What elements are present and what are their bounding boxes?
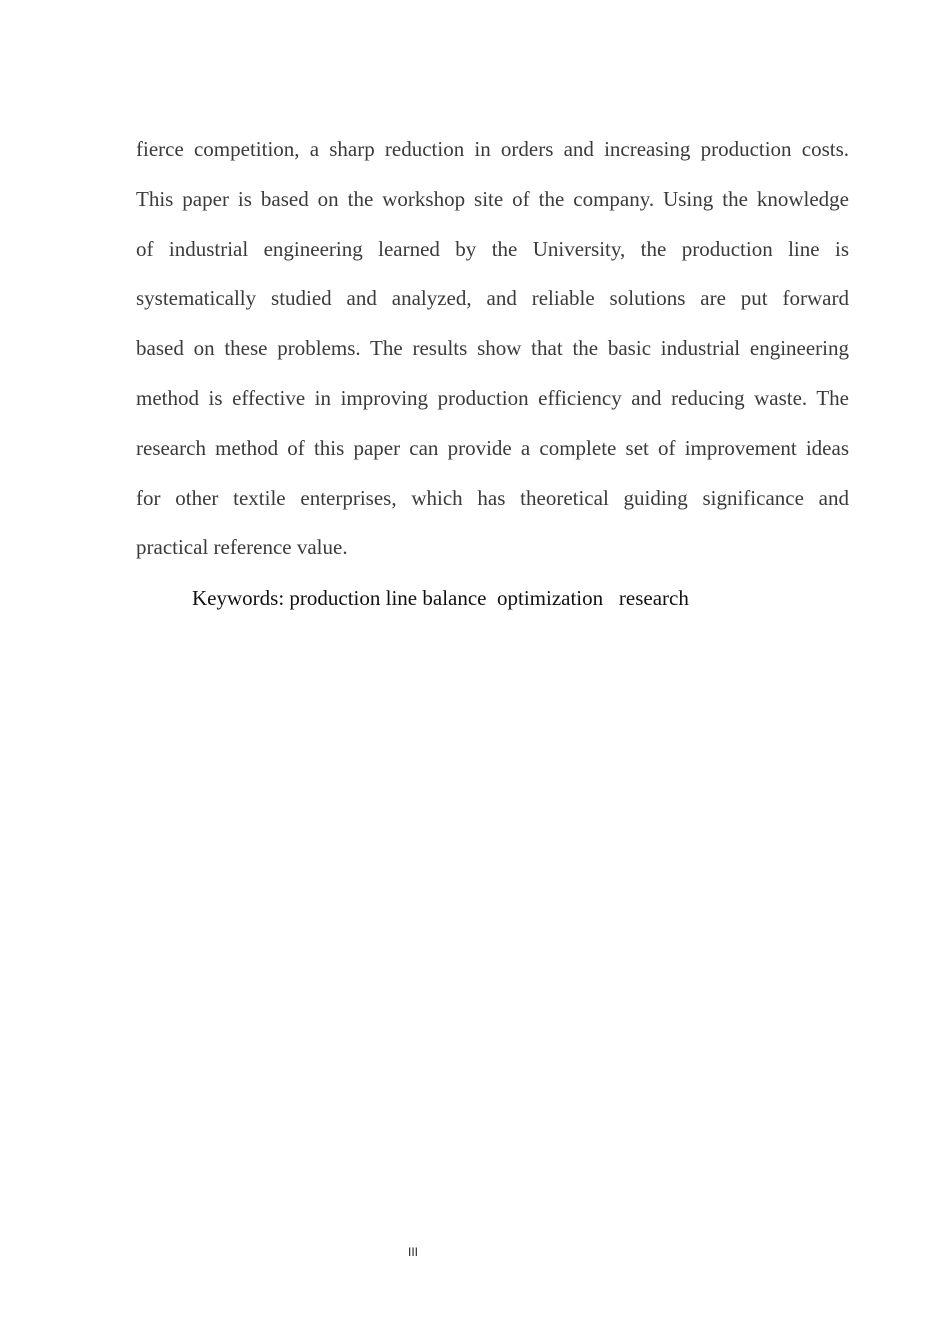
paragraph-line: fierce competition, a sharp reduction in orders and increasing production costs. xyxy=(136,137,849,161)
page-number: III xyxy=(407,1245,418,1259)
paragraph-line: of industrial engineering learned by the University, the production line is xyxy=(136,236,849,261)
paragraph-line: systematically studied and analyzed, and reliable solutions are put forward xyxy=(136,286,849,311)
paragraph-line: research method of this paper can provide a complete set of improvement ideas xyxy=(136,435,849,460)
paragraph-line: method is effective in improving production efficiency and reducing waste. The xyxy=(136,385,849,410)
paragraph-line: practical reference value. xyxy=(136,535,348,560)
paragraph-line: for other textile enterprises, which has theoretical guiding significance and xyxy=(136,485,849,510)
paragraph-line: This paper is based on the workshop site of the company. Using the knowledge xyxy=(136,186,849,211)
paragraph-line: based on these problems. The results show that the basic industrial engineering xyxy=(136,336,849,361)
abstract-paragraph xyxy=(136,125,849,573)
keywords-line: Keywords: production line balance optimization research xyxy=(192,586,689,610)
